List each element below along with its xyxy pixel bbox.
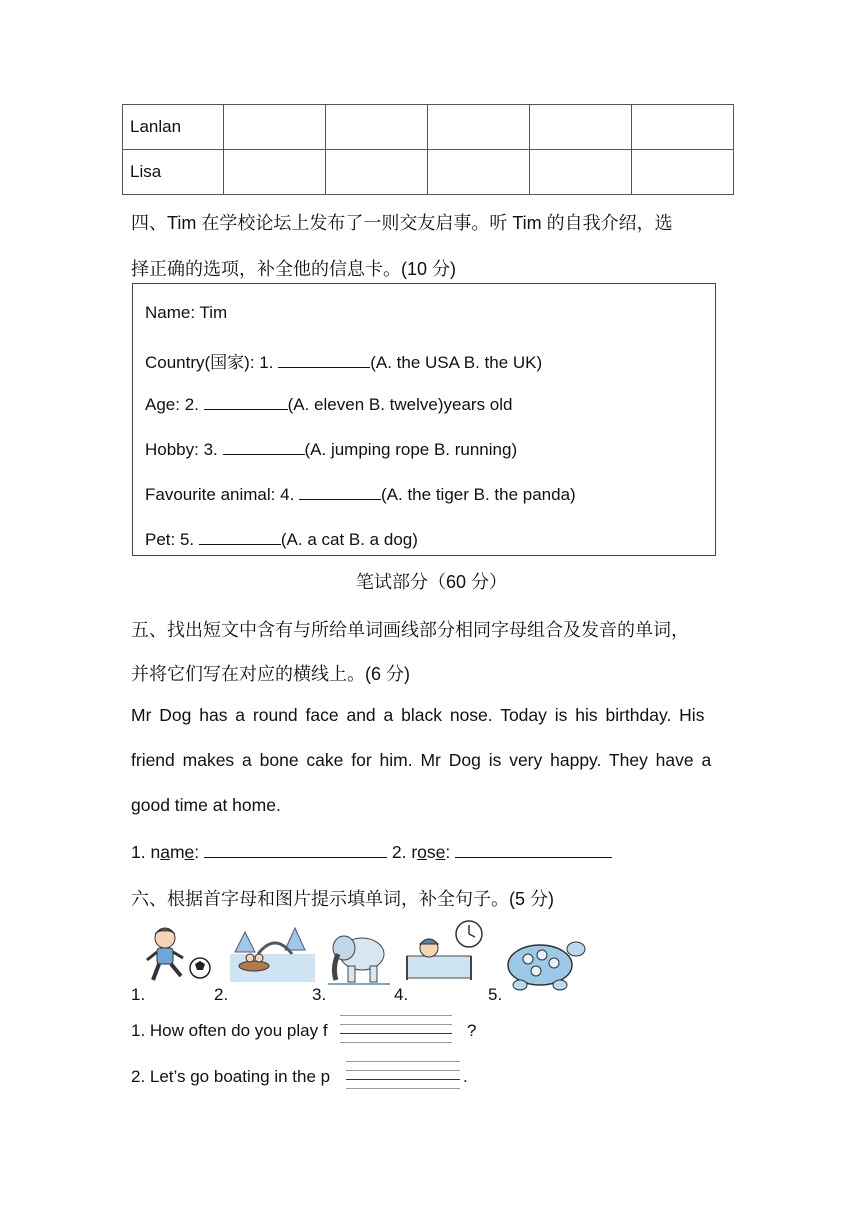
table-cell: [326, 105, 428, 150]
card-country-label: Country(国家): 1.: [145, 353, 279, 372]
write-guide-line: [346, 1088, 460, 1089]
q1-colon: :: [194, 842, 204, 862]
turtle-picture: [500, 935, 586, 995]
card-name: Name: Tim: [145, 303, 228, 322]
answer-line-q2[interactable]: [346, 1079, 460, 1080]
card-age-label: Age: 2.: [145, 395, 204, 414]
table-cell: [530, 150, 632, 195]
picture-label-4: 4.: [394, 985, 409, 1004]
picture-label-2: 2.: [214, 985, 229, 1004]
section5-heading-line2: 并将它们写在对应的横线上。(6 分): [131, 664, 410, 684]
table-cell-name: Lanlan: [123, 105, 224, 150]
card-country: [145, 348, 542, 373]
table-cell: [632, 105, 734, 150]
passage-line2: friend makes a bone cake for him. Mr Dog is very happy. They have a: [131, 750, 712, 770]
section6-heading: 六、根据首字母和图片提示填单词，补全句子。(5 分): [131, 889, 554, 909]
section5-heading-line1: 五、找出短文中含有与所给单词画线部分相同字母组合及发音的单词，: [131, 620, 689, 640]
q1-sentence: 1. How often do you play: [131, 1021, 323, 1040]
picture-label-1: 1.: [131, 985, 146, 1004]
card-hobby-label: Hobby: 3.: [145, 440, 223, 459]
section6-question-2: [131, 1067, 330, 1087]
section4-heading-line2: 择正确的选项，补全他的信息卡。(10 分): [131, 259, 457, 279]
card-pet-options: (A. a cat B. a dog): [280, 530, 418, 549]
table-cell: [326, 150, 428, 195]
section4-heading-line1: 四、Tim 在学校论坛上发布了一则交友启事。听 Tim 的自我介绍，选: [131, 213, 673, 233]
card-pet-label: Pet: 5.: [145, 530, 199, 549]
table-row: [123, 105, 734, 150]
write-guide-line: [346, 1061, 460, 1062]
answer-blank-3[interactable]: [223, 438, 305, 455]
table-cell: [428, 105, 530, 150]
table-cell-name: Lisa: [123, 150, 224, 195]
section6-question-1: [131, 1021, 328, 1041]
table-row: [123, 150, 734, 195]
answer-blank-1[interactable]: [278, 351, 370, 368]
card-pet: [145, 528, 418, 550]
answer-blank-4[interactable]: [299, 483, 381, 500]
q2-sentence: 2. Let’s go boating in the: [131, 1067, 321, 1086]
q2-underlined-letter: o: [417, 842, 427, 862]
q2-first-letter: p: [320, 1067, 331, 1086]
table-cell: [428, 150, 530, 195]
card-hobby-options: (A. jumping rope B. running): [304, 440, 518, 459]
written-part-title: 笔试部分（60 分）: [356, 572, 508, 592]
write-guide-line: [340, 1042, 452, 1043]
card-age: [145, 393, 513, 415]
answer-line-q1[interactable]: [340, 1033, 452, 1034]
card-hobby: [145, 438, 517, 460]
info-card: [132, 283, 716, 556]
passage-line3: good time at home.: [131, 795, 281, 815]
elephant-picture: [328, 928, 390, 986]
q2-colon: :: [445, 842, 456, 862]
picture-label-3: 3.: [312, 985, 327, 1004]
card-animal-options: (A. the tiger B. the panda): [381, 485, 576, 504]
q1-word-middle: m: [169, 842, 185, 862]
q1-word-start: 1. n: [131, 842, 161, 862]
q2-word-start: 2. r: [391, 842, 418, 862]
section5-question-row: [131, 841, 612, 863]
q1-end-mark: ?: [467, 1021, 477, 1040]
write-guide-line: [340, 1015, 452, 1016]
q2-end-mark: .: [463, 1067, 468, 1086]
card-country-options: (A. the USA B. the UK): [370, 353, 543, 372]
park-boating-picture: [230, 924, 315, 982]
write-guide-line: [346, 1070, 460, 1071]
answer-blank-q2[interactable]: [455, 841, 612, 858]
picture-label-5: 5.: [488, 985, 503, 1004]
table-cell: [632, 150, 734, 195]
table-cell: [530, 105, 632, 150]
q1-underlined-letter: e: [184, 842, 195, 862]
write-guide-line: [340, 1024, 452, 1025]
passage-line1: Mr Dog has a round face and a black nose. Today is his birthday. His: [131, 705, 705, 725]
boy-football-picture: [143, 924, 213, 986]
card-age-options: (A. eleven B. twelve)years old: [287, 395, 513, 414]
answer-blank-5[interactable]: [199, 528, 281, 545]
answer-blank-q1[interactable]: [204, 841, 387, 858]
card-animal-label: Favourite animal: 4.: [145, 485, 300, 504]
q2-underlined-letter: e: [435, 842, 446, 862]
boy-bed-clock-picture: [405, 918, 487, 984]
table-cell: [224, 150, 326, 195]
q1-first-letter: f: [322, 1021, 328, 1040]
card-animal: [145, 483, 576, 505]
listening-table: [122, 104, 734, 195]
answer-blank-2[interactable]: [204, 393, 288, 410]
q2-word-middle: s: [426, 842, 436, 862]
q1-underlined-letter: a: [160, 842, 170, 862]
table-cell: [224, 105, 326, 150]
